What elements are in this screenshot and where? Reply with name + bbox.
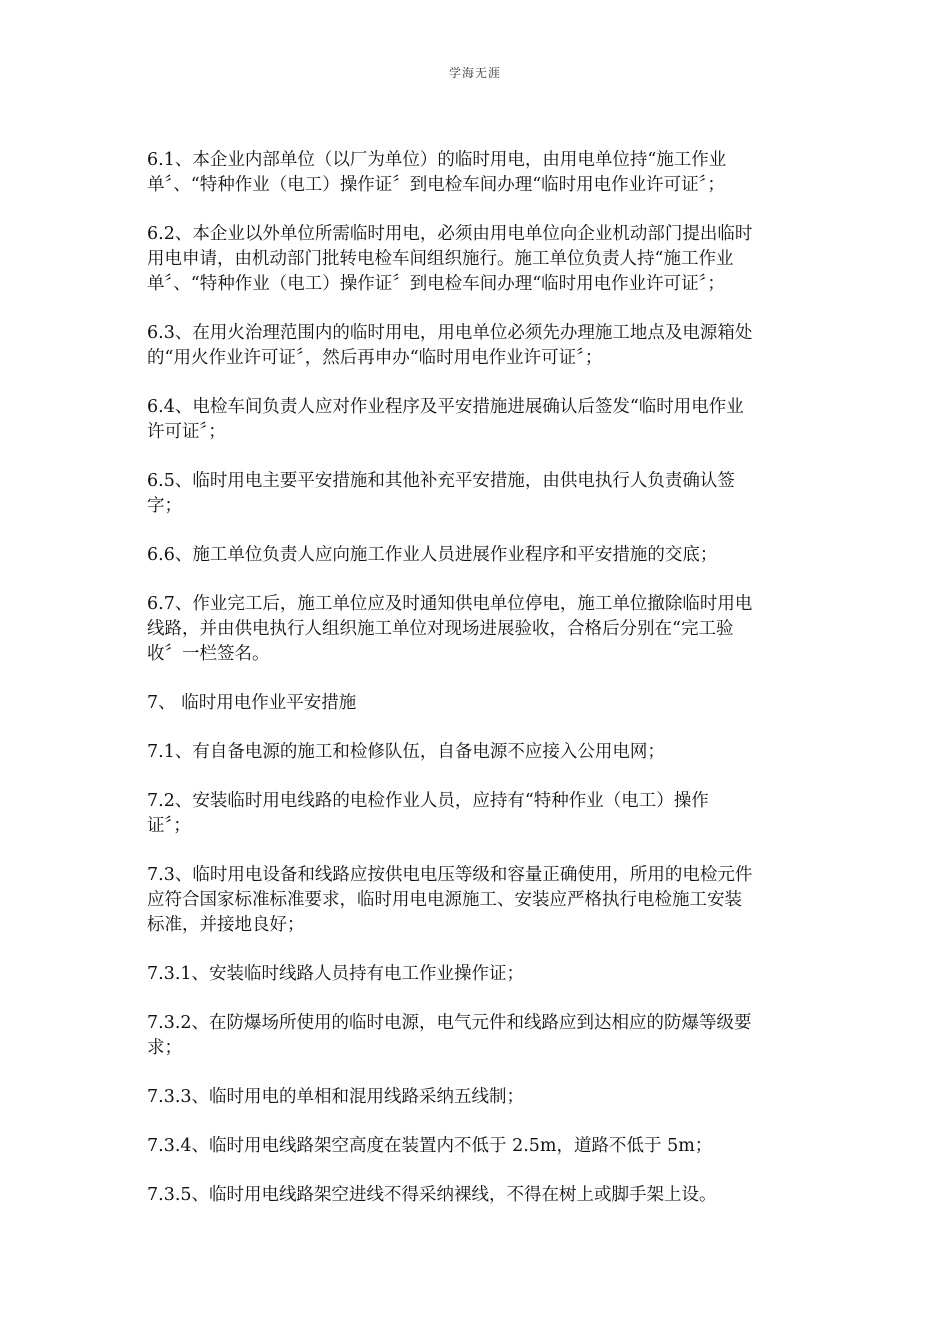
- paragraph-line: 6.5、临时用电主要平安措施和其他补充平安措施，由供电执行人负责确认签: [147, 471, 735, 491]
- paragraph: [147, 321, 807, 371]
- paragraph-line: 7.2、安装临时用电线路的电检作业人员，应持有“特种作业（电工）操作: [147, 791, 709, 811]
- paragraph-line: 单〞、“特种作业（电工）操作证〞到电检车间办理“临时用电作业许可证〞；: [147, 274, 725, 294]
- paragraph-line: 6.1、本企业内部单位（以厂为单位）的临时用电，由用电单位持“施工作业: [147, 150, 727, 170]
- paragraph: [147, 863, 807, 938]
- paragraph-line: 7.3.3、临时用电的单相和混用线路采纳五线制；: [147, 1087, 525, 1107]
- paragraph: [147, 469, 807, 519]
- paragraph: [147, 148, 807, 198]
- paragraph-line: 6.6、施工单位负责人应向施工作业人员进展作业程序和平安措施的交底；: [147, 545, 718, 565]
- paragraph-line: 线路，并由供电执行人组织施工单位对现场进展验收，合格后分别在“完工验: [147, 619, 734, 639]
- paragraph: [147, 395, 807, 445]
- paragraph-line: 字；: [147, 496, 182, 516]
- paragraph-line: 单〞、“特种作业（电工）操作证〞到电检车间办理“临时用电作业许可证〞；: [147, 175, 725, 195]
- paragraph-line: 标准，并接地良好；: [147, 915, 305, 935]
- paragraph-line: 许可证〞；: [147, 422, 226, 442]
- paragraph: [147, 789, 807, 839]
- paragraph-line: 7.3.5、临时用电线路架空进线不得采纳裸线，不得在树上或脚手架上设。: [147, 1185, 717, 1205]
- paragraph-line: 的“用火作业许可证〞，然后再申办“临时用电作业许可证〞；: [147, 348, 603, 368]
- paragraph-line: 7.3.2、在防爆场所使用的临时电源，电气元件和线路应到达相应的防爆等级要: [147, 1013, 752, 1033]
- paragraph-line: 7.3.4、临时用电线路架空高度在装置内不低于 2.5m，道路不低于 5m；: [147, 1136, 713, 1156]
- paragraph: [147, 222, 807, 297]
- paragraph: [147, 691, 807, 716]
- page-header: 学海无涯: [448, 66, 501, 80]
- paragraph: [147, 1085, 807, 1110]
- paragraph-line: 6.3、在用火治理范围内的临时用电，用电单位必须先办理施工地点及电源箱处: [147, 323, 753, 343]
- paragraph-line: 7、 临时用电作业平安措施: [147, 693, 357, 713]
- paragraph: [147, 962, 807, 987]
- paragraph-line: 6.4、电检车间负责人应对作业程序及平安措施进展确认后签发“临时用电作业: [147, 397, 744, 417]
- paragraph-line: 用电申请，由机动部门批转电检车间组织施行。施工单位负责人持“施工作业: [147, 249, 734, 269]
- paragraph: [147, 543, 807, 568]
- paragraph-line: 收〞一栏签名。: [147, 644, 270, 664]
- document-body: [147, 148, 807, 1232]
- paragraph-line: 7.3、临时用电设备和线路应按供电电压等级和容量正确使用，所用的电检元件: [147, 865, 753, 885]
- paragraph: [147, 592, 807, 667]
- paragraph: [147, 1183, 807, 1208]
- paragraph-line: 7.1、有自备电源的施工和检修队伍，自备电源不应接入公用电网；: [147, 742, 665, 762]
- paragraph-line: 求；: [147, 1038, 182, 1058]
- paragraph: [147, 1134, 807, 1159]
- paragraph-line: 7.3.1、安装临时线路人员持有电工作业操作证；: [147, 964, 525, 984]
- paragraph-line: 6.7、作业完工后，施工单位应及时通知供电单位停电，施工单位撤除临时用电: [147, 594, 753, 614]
- paragraph-line: 证〞；: [147, 816, 191, 836]
- paragraph: [147, 740, 807, 765]
- paragraph-line: 6.2、本企业以外单位所需临时用电，必须由用电单位向企业机动部门提出临时: [147, 224, 753, 244]
- paragraph: [147, 1011, 807, 1061]
- paragraph-line: 应符合国家标准标准要求，临时用电电源施工、安装应严格执行电检施工安装: [147, 890, 742, 910]
